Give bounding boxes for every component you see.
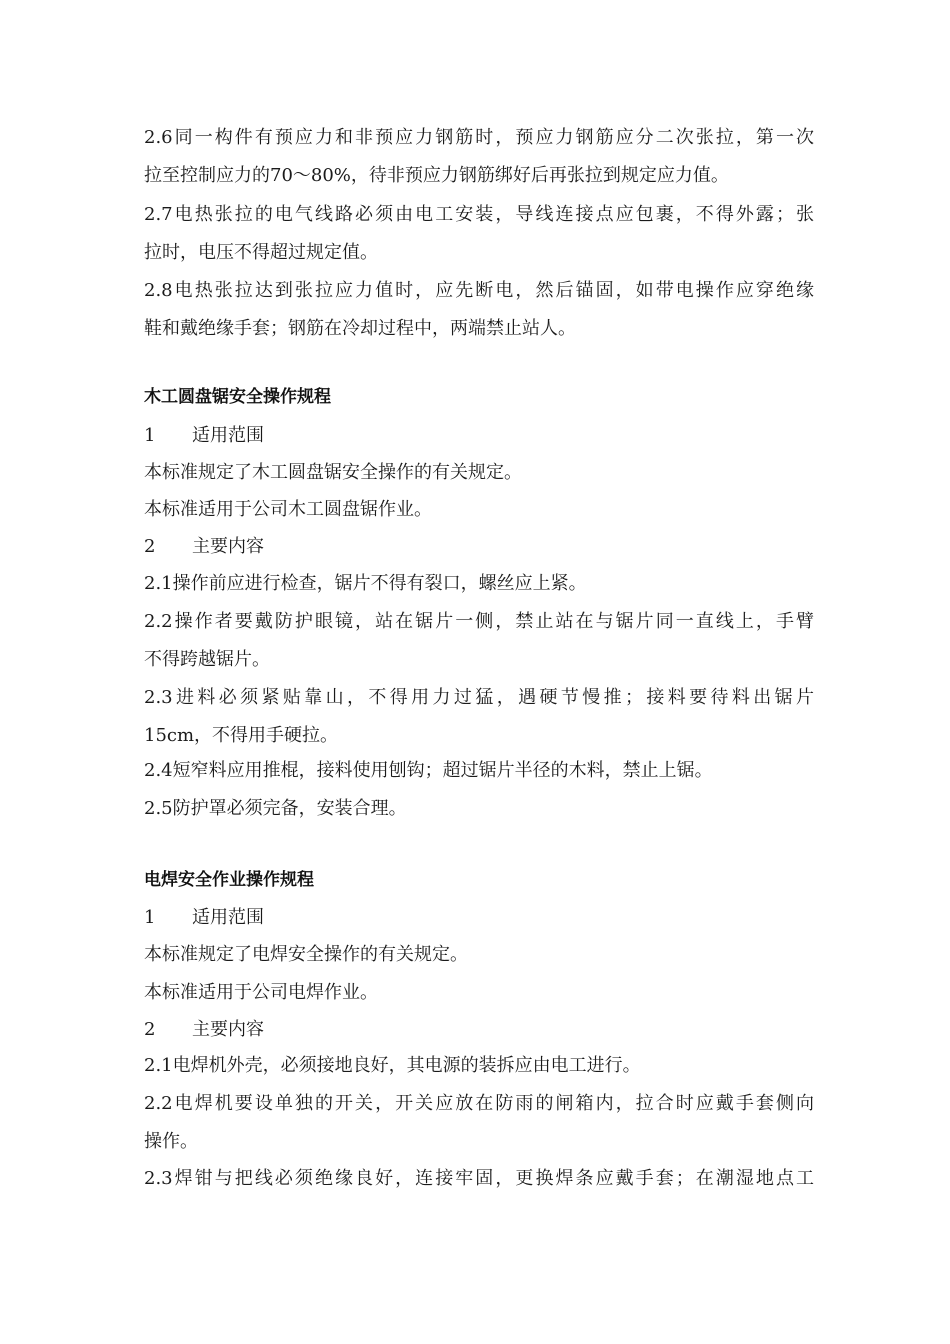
weld-paragraph-2-2-line-1: 2.2电焊机要设单独的开关，开关应放在防雨的闸箱内，拉合时应戴手套侧向 (144, 1093, 814, 1114)
weld-paragraph-2-3-line-1: 2.3焊钳与把线必须绝缘良好，连接牢固，更换焊条应戴手套；在潮湿地点工 (144, 1168, 814, 1189)
saw-paragraph-2-1: 2.1操作前应进行检查，锯片不得有裂口，螺丝应上紧。 (144, 573, 587, 594)
weld-scope-number: 1 (144, 907, 156, 928)
saw-content-heading (144, 535, 814, 559)
paragraph-2-6-line-2: 拉至控制应力的70～80%，待非预应力钢筋绑好后再张拉到规定应力值。 (144, 165, 729, 186)
saw-paragraph-2-5: 2.5防护罩必须完备，安装合理。 (144, 798, 407, 819)
saw-scope-text-2: 本标准适用于公司木工圆盘锯作业。 (144, 499, 432, 520)
paragraph-2-7-line-1: 2.7电热张拉的电气线路必须由电工安装，导线连接点应包裹，不得外露；张 (144, 204, 814, 225)
saw-paragraph-2-3-line-1: 2.3进料必须紧贴靠山，不得用力过猛，遇硬节慢推；接料要待料出锯片 (144, 687, 814, 708)
saw-content-number: 2 (144, 536, 156, 557)
saw-paragraph-2-2-line-2: 不得跨越锯片。 (144, 649, 270, 670)
saw-paragraph-2-4: 2.4短窄料应用推棍，接料使用刨钩；超过锯片半径的木料，禁止上锯。 (144, 760, 713, 781)
weld-paragraph-2-2-line-2: 操作。 (144, 1131, 198, 1152)
saw-scope-label: 适用范围 (192, 425, 264, 446)
saw-scope-number: 1 (144, 425, 156, 446)
saw-scope-text-1: 本标准规定了木工圆盘锯安全操作的有关规定。 (144, 462, 522, 483)
paragraph-2-6-line-1: 2.6同一构件有预应力和非预应力钢筋时，预应力钢筋应分二次张拉，第一次 (144, 127, 814, 148)
weld-scope-heading (144, 906, 814, 930)
paragraph-2-8-line-2: 鞋和戴绝缘手套；钢筋在冷却过程中，两端禁止站人。 (144, 318, 576, 339)
paragraph-2-8-line-1: 2.8电热张拉达到张拉应力值时，应先断电，然后锚固，如带电操作应穿绝缘 (144, 280, 814, 301)
weld-content-heading (144, 1018, 814, 1042)
saw-scope-heading (144, 424, 814, 448)
weld-scope-label: 适用范围 (192, 907, 264, 928)
weld-scope-text-2: 本标准适用于公司电焊作业。 (144, 982, 378, 1003)
paragraph-2-7-line-2: 拉时，电压不得超过规定值。 (144, 242, 378, 263)
weld-content-number: 2 (144, 1019, 156, 1040)
saw-content-label: 主要内容 (192, 536, 264, 557)
saw-section-title: 木工圆盘锯安全操作规程 (144, 387, 331, 407)
weld-paragraph-2-1: 2.1电焊机外壳，必须接地良好，其电源的装拆应由电工进行。 (144, 1055, 641, 1076)
saw-paragraph-2-2-line-1: 2.2操作者要戴防护眼镜，站在锯片一侧，禁止站在与锯片同一直线上，手臂 (144, 611, 814, 632)
weld-scope-text-1: 本标准规定了电焊安全操作的有关规定。 (144, 944, 468, 965)
saw-paragraph-2-3-line-2: 15cm，不得用手硬拉。 (144, 725, 339, 746)
weld-section-title: 电焊安全作业操作规程 (144, 870, 314, 890)
weld-content-label: 主要内容 (192, 1019, 264, 1040)
